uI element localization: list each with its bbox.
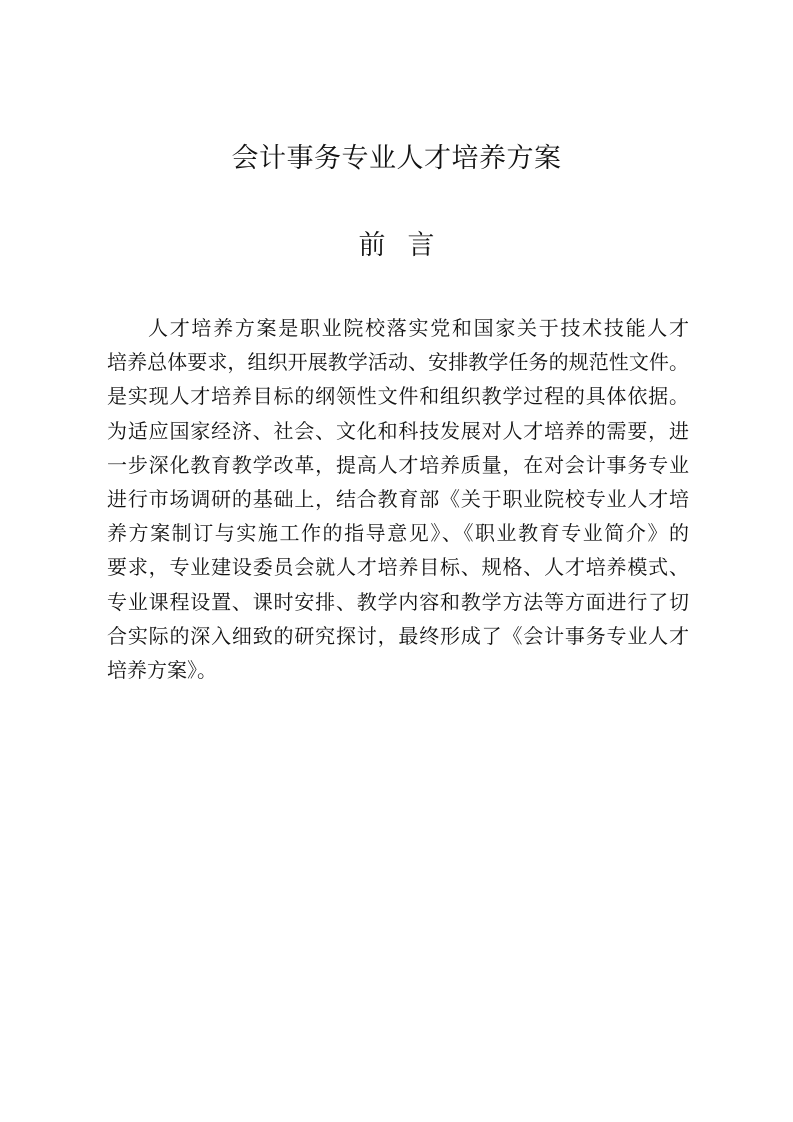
paragraph-line-6: 进行市场调研的基础上，结合教育部《关于职业院校专业人才培 xyxy=(107,486,689,511)
paragraph-line-7: 养方案制订与实施工作的指导意见》、《职业教育专业简介》的 xyxy=(107,521,689,546)
paragraph-line-9: 专业课程设置、课时安排、教学内容和教学方法等方面进行了切 xyxy=(107,589,689,614)
paragraph-line-8: 要求，专业建设委员会就人才培养目标、规格、人才培养模式、 xyxy=(107,555,689,580)
paragraph-line-5: 一步深化教育教学改革，提高人才培养质量，在对会计事务专业 xyxy=(107,452,689,477)
document-title: 会计事务专业人才培养方案 xyxy=(231,143,562,174)
section-heading xyxy=(0,226,793,266)
paragraph-line-4: 为适应国家经济、社会、文化和科技发展对人才培养的需要，进 xyxy=(107,418,689,443)
section-heading-part1: 前 xyxy=(358,230,386,261)
section-heading-part2: 言 xyxy=(407,230,435,261)
paragraph-line-1: 人才培养方案是职业院校落实党和国家关于技术技能人才 xyxy=(148,316,689,340)
paragraph-line-10: 合实际的深入细致的研究探讨，最终形成了《会计事务专业人才 xyxy=(107,623,689,648)
paragraph-line-11: 培养方案》。 xyxy=(107,657,217,682)
paragraph-line-2: 培养总体要求，组织开展教学活动、安排教学任务的规范性文件。 xyxy=(107,350,689,375)
preface-paragraph xyxy=(107,311,689,687)
paragraph-line-3: 是实现人才培养目标的纲领性文件和组织教学过程的具体依据。 xyxy=(107,384,689,409)
